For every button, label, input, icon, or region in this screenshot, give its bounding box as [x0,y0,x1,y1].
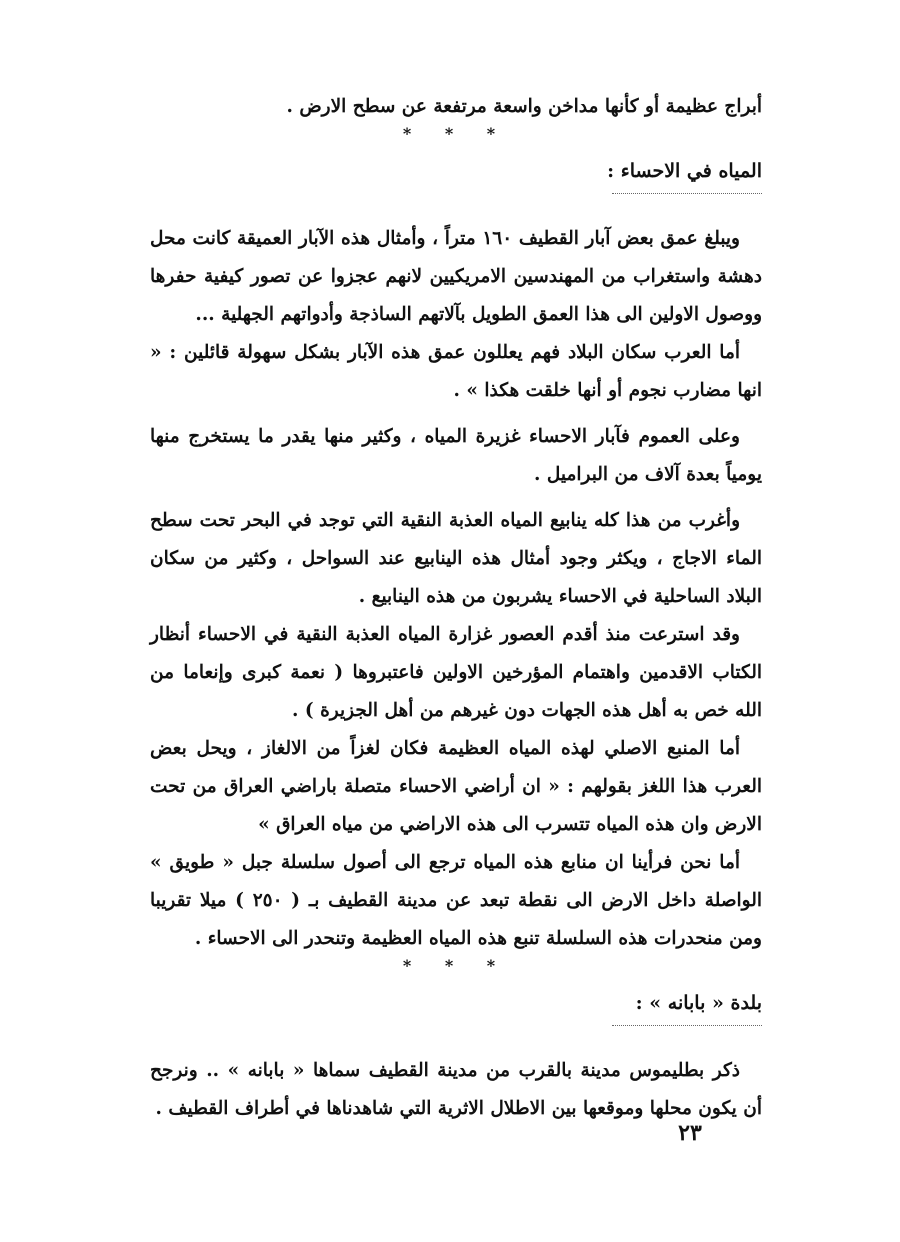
section-heading-babana: بلدة « بابانه » : [150,984,762,1028]
paragraph-water-source-riddle: أما المنبع الاصلي لهذه المياه العظيمة فكان لغزاً من الالغاز ، ويحل بعض العرب هذا اللغز بقولهم : « ان أراضي الاحساء متصلة باراضي العراق من تحت الارض وان هذه المياه تتسرب الى هذه الاراضي من مياه العراق » [150,738,762,835]
paragraph-well-depth: ويبلغ عمق بعض آبار القطيف ١٦٠ متراً ، وأمثال هذه الآبار العميقة كانت محل دهشة واستغراب من المهندسين الامريكيين لانهم عجزوا عن تصور كيفية حفرها ووصول الاولين الى هذا العمق الطويل بآلاتهم الساذجة وأدواتهم الجهلية ... [150,228,762,325]
paragraph-ptolemy: ذكر بطليموس مدينة بالقرب من مدينة القطيف سماها « بابانه » .. ونرجح أن يكون محلها وموقعها بين الاطلال الاثرية التي شاهدناها في أطراف القطيف . [150,1060,762,1119]
paragraph-sea-springs: وأغرب من هذا كله ينابيع المياه العذبة النقية التي توجد في البحر تحت سطح الماء الاجاج ، ويكثر وجود أمثال هذه الينابيع عند السواحل ، وكثير من سكان البلاد الساحلية في الاحساء يشربون من هذه الينابيع . [150,510,762,607]
paragraph-tuwaiq-origin: أما نحن فرأينا ان منابع هذه المياه ترجع الى أصول سلسلة جبل « طويق » الواصلة داخل الارض الى نقطة تبعد عن مدينة القطيف بـ ( ٢٥٠ ) ميلا تقريبا ومن منحدرات هذه السلسلة تنبع هذه المياه العظيمة وتنحدر الى الاحساء . [150,852,762,949]
section-heading-water: المياه في الاحساء : [150,152,762,196]
page-body [150,88,762,1128]
paragraph-historians: وقد استرعت منذ أقدم العصور غزارة المياه العذبة النقية في الاحساء أنظار الكتاب الاقدمين واهتمام المؤرخين الاولين فاعتبروها ( نعمة كبرى وإنعاما من الله خص به أهل هذه الجهات دون غيرهم من أهل الجزيرة ) . [150,624,762,721]
paragraph-well-abundance: وعلى العموم فآبار الاحساء غزيرة المياه ، وكثير منها يقدر ما يستخرج منها يومياً بعدة آلاف من البراميل . [150,426,762,485]
page-number: ٢٣ [678,1120,702,1146]
paragraph-arab-explanation: أما العرب سكان البلاد فهم يعللون عمق هذه الآبار بشكل سهولة قائلين : « انها مضارب نجوم أو أنها خلقت هكذا » . [150,342,762,401]
section-separator: * * * [402,124,510,143]
section-separator-2: * * * [402,956,510,975]
opening-line: أبراج عظيمة أو كأنها مداخن واسعة مرتفعة عن سطح الارض . [286,96,762,117]
